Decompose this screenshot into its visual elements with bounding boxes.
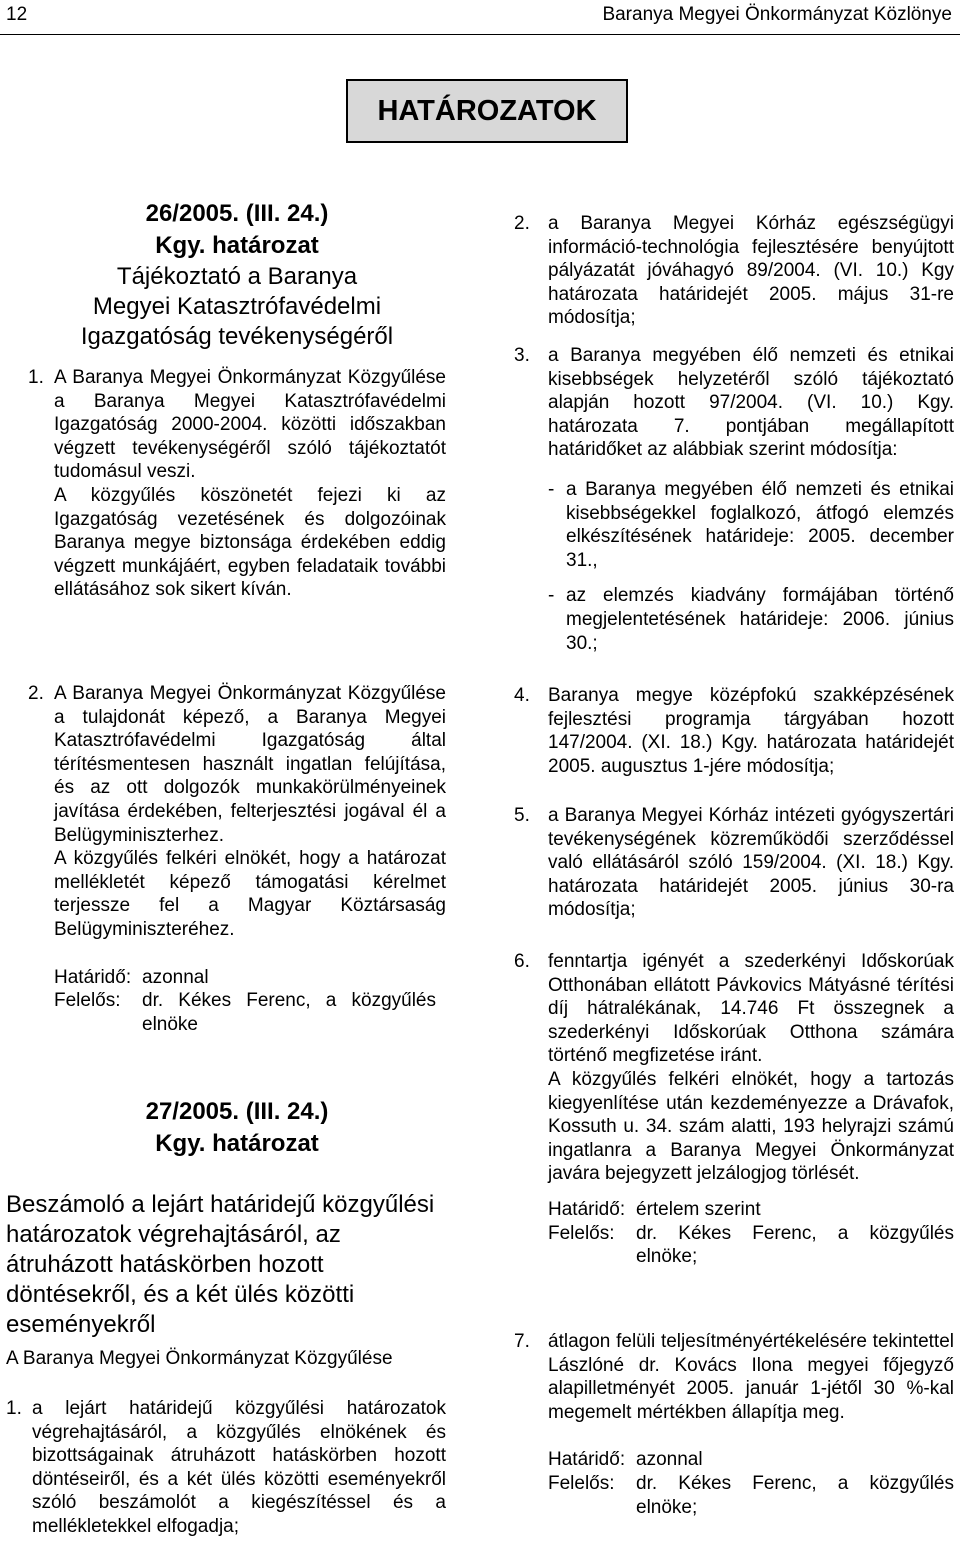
responsible-label: Felelős: bbox=[548, 1472, 615, 1494]
item-number: 4. bbox=[514, 685, 530, 706]
section-banner: HATÁROZATOK bbox=[346, 79, 628, 143]
item-text: a Baranya megyében élő nemzeti és etnikai kisebbségek helyzetéről szóló tájékoztató alapján hozott 97/2004. (VI. 10.) Kgy. határozata 7. pontjában megállapított határidőket az alábbiak szerint módosítja: bbox=[548, 345, 954, 461]
resolution-27-item-2 bbox=[514, 212, 954, 330]
item-text: A Baranya Megyei Önkormányzat Közgyűlése a Baranya Megyei Katasztrófavédelmi Igazgatóság 2000-2004. közötti időszakban végzett tevékenységéről szóló tájékoztatót tudomásul veszi. bbox=[54, 367, 446, 483]
item-number: 3. bbox=[514, 345, 530, 366]
item-text-continued: A közgyűlés köszönetét fejezi ki az Igazgatóság vezetésének és dolgozóinak Baranya megye biztonsága érdekében eddig végzett munkájáért, egyben feladataik további ellátásához sok sikert kíván. bbox=[54, 484, 446, 601]
resolution-26-item-2 bbox=[28, 682, 446, 1036]
modification-entry bbox=[548, 478, 954, 572]
deadline-label: Határidő: bbox=[548, 1449, 626, 1471]
modification-text: a Baranya megyében élő nemzeti és etnikai kisebbségekkel foglalkozó, átfogó elemzés elkészítésének határideje: 2005. december 31., bbox=[566, 478, 954, 571]
responsible-row bbox=[54, 989, 446, 1036]
item-text: a lejárt határidejű közgyűlési határozatok végrehajtásáról, a közgyűlés elnökének és bizottságainak átruházott hatáskörben hozott döntéseiről, és a két ülés közötti eseményekről szóló beszámolót a kiegészítéssel és a mellékletekkel elfogadja; bbox=[32, 1398, 446, 1537]
resolution-27-item-1 bbox=[6, 1397, 446, 1539]
responsible-row bbox=[548, 1472, 954, 1519]
responsible-value: dr. Kékes Ferenc, a közgyűlés elnöke; bbox=[636, 1472, 954, 1518]
item-number: 2. bbox=[514, 213, 530, 234]
dash-bullet: - bbox=[548, 478, 555, 500]
page-number: 12 bbox=[6, 4, 28, 25]
deadline-label: Határidő: bbox=[548, 1198, 626, 1220]
deadline-value: azonnal bbox=[636, 1449, 703, 1471]
resolution-26-heading bbox=[28, 198, 446, 262]
resolution-27-heading bbox=[28, 1096, 446, 1160]
resolution-26-subtitle: Tájékoztató a Baranya Megyei Katasztrófavédelmi Igazgatóság tevékenységéről bbox=[80, 263, 394, 350]
item-text: átlagon felüli teljesítményértékelésére tekintettel Lászlóné dr. Kovács Ilona megyei főjegyző alapilletményét 2005. január 1-jétől 30 %-kal megemelt mértékben állapítja meg. bbox=[548, 1331, 954, 1423]
item-number: 6. bbox=[514, 951, 530, 972]
item-number: 5. bbox=[514, 805, 530, 826]
modification-text: az elemzés kiadvány formájában történő megjelentetésének határideje: 2006. június 30.; bbox=[566, 585, 954, 654]
publication-title: Baranya Megyei Önkormányzat Közlönye bbox=[602, 4, 952, 25]
item-text: fenntartja igényét a szederkényi Időskorúak Otthonában ellátott Pávkovics Mátyásné térítési díj hátralékának, 14.746 Ft összegnek a szederkényi Időskorúak Otthona számára történő megfizetése iránt. bbox=[548, 951, 954, 1067]
deadline-value: értelem szerint bbox=[636, 1198, 761, 1220]
item-text-continued: A közgyűlés felkéri elnökét, hogy a tartozás kiegyenlítése után kezdeményezze a Drávafok, Kossuth u. 34. szám alatti, 193 helyrajzi számú ingatlanra a Baranya Megyei Önkormányzat javára bejegyzett jelzálogjog törlését. bbox=[548, 1068, 954, 1185]
responsible-label: Felelős: bbox=[548, 1222, 615, 1244]
deadline-row bbox=[54, 966, 446, 990]
modification-entry bbox=[548, 584, 954, 655]
item-number: 2. bbox=[28, 683, 44, 704]
resolution-27-item-7 bbox=[514, 1330, 954, 1519]
item-text: A Baranya Megyei Önkormányzat Közgyűlése a tulajdonát képező, a Baranya Megyei Katasztrófavédelmi Igazgatóság által térítésmentesen használt ingatlan felújítása, és az ott dolgozók munkakörülményeinek javítása érdekében, felterjesztési jogával él a Belügyminiszterhez. bbox=[54, 683, 446, 846]
resolution-27-item-3 bbox=[514, 344, 954, 655]
deadline-value: azonnal bbox=[142, 966, 209, 988]
header-rule bbox=[0, 34, 960, 35]
resolution-number: 26/2005. (III. 24.) bbox=[145, 200, 329, 227]
deadline-label: Határidő: bbox=[54, 966, 132, 988]
deadline-row bbox=[548, 1448, 954, 1472]
item-text-continued: A közgyűlés felkéri elnökét, hogy a határozat mellékletét képező támogatási kérelmet terjessze fel a Magyar Köztársaság Belügyminiszteréhez. bbox=[54, 848, 446, 940]
resolution-number: 27/2005. (III. 24.) bbox=[145, 1098, 329, 1125]
item-number: 1. bbox=[28, 367, 44, 388]
resolution-kind: Kgy. határozat bbox=[155, 1130, 319, 1157]
item-number: 1. bbox=[6, 1398, 22, 1419]
item-number: 7. bbox=[514, 1331, 530, 1352]
responsible-value: dr. Kékes Ferenc, a közgyűlés elnöke; bbox=[636, 1222, 954, 1268]
resolution-26-item-1 bbox=[28, 366, 446, 602]
resolution-27-subtitle: Beszámoló a lejárt határidejű közgyűlési határozatok végrehajtásáról, az átruházott hatáskörben hozott döntésekről, és a két ülés közötti eseményekről bbox=[6, 1191, 435, 1338]
resolution-kind: Kgy. határozat bbox=[155, 232, 319, 259]
responsible-label: Felelős: bbox=[54, 990, 121, 1012]
responsible-row bbox=[548, 1222, 954, 1269]
dash-bullet: - bbox=[548, 585, 555, 607]
resolution-27-item-4 bbox=[514, 684, 954, 778]
responsible-value: dr. Kékes Ferenc, a közgyűlés elnöke bbox=[142, 990, 436, 1035]
item-text: Baranya megye középfokú szakképzésének fejlesztési programja tárgyában hozott 147/2004. (XI. 18.) Kgy. határozata határidejét 2005. augusztus 1-jére módosítja; bbox=[548, 685, 954, 777]
resolution-27-item-5 bbox=[514, 804, 954, 922]
deadline-row bbox=[548, 1198, 954, 1222]
resolution-27-item-6 bbox=[514, 950, 954, 1269]
resolution-27-intro: A Baranya Megyei Önkormányzat Közgyűlése bbox=[6, 1348, 393, 1369]
item-text: a Baranya Megyei Kórház egészségügyi információ-technológia fejlesztésére benyújtott pályázatát jóváhagyó 89/2004. (VI. 10.) Kgy határozata határidejét 2005. május 31-re módosítja; bbox=[548, 213, 954, 329]
item-text: a Baranya Megyei Kórház intézeti gyógyszertári tevékenységének közreműködői szerződéssel való ellátásáról szóló 159/2004. (XI. 18.) Kgy. határozata határidejét 2005. június 30-ra módosítja; bbox=[548, 805, 954, 921]
